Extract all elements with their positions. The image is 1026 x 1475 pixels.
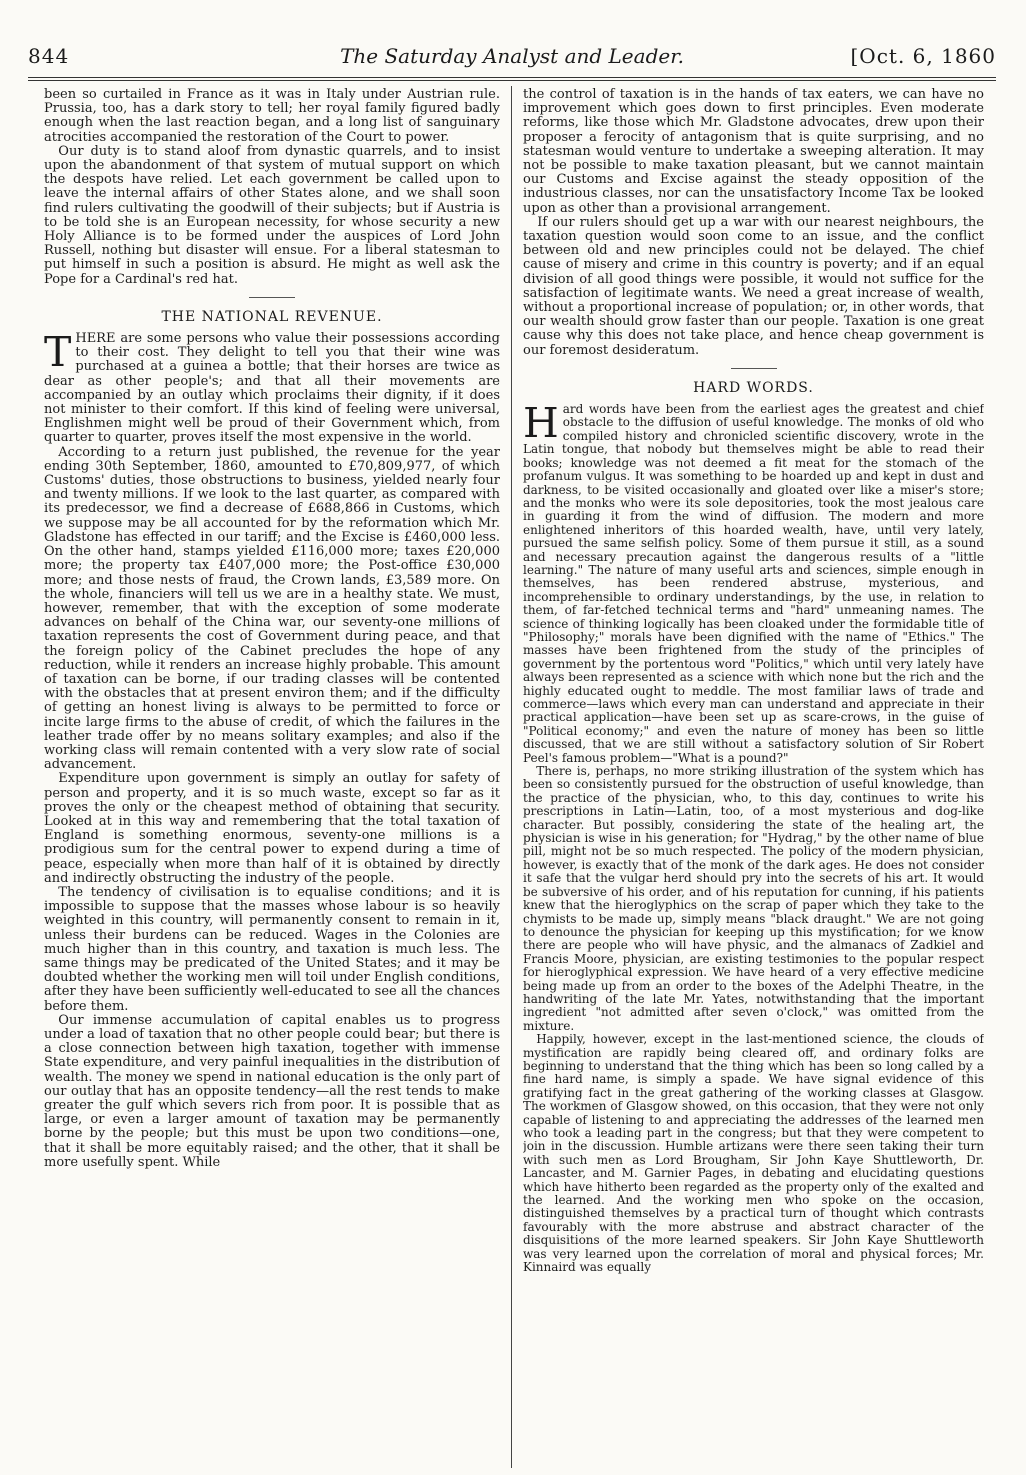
paragraph-text: HERE are some persons who value their possessions according to their cost. They delight to tell you that their wine was purchased at a guinea a bottle; that their horses are twice as dear as other people's; and that all their movements are accompanied by an outlay which proclaims their dignity, if it does not minister to their comfort. If this kind of feeling were universal, Englishmen might well be proud of their Government which, from quarter to quarter, proves itself the most expensive in the world. <box>44 331 500 446</box>
paragraph <box>44 328 500 446</box>
column-divider <box>511 86 512 1468</box>
paragraph: The tendency of civilisation is to equalise conditions; and it is impossible to suppose that the masses whose labour is so heavily weighted in this country, will permanently consent to remain in it, unless their burdens can be reduced. Wages in the Colonies are much higher than in this country, and taxation is much less. The same things may be predicated of the United States; and it may be doubted whether the working men will toil under English conditions, after they have been sufficiently well-educated to see all the chances before them. <box>44 884 500 1014</box>
paragraph: the control of taxation is in the hands of tax eaters, we can have no improvement which goes down to first principles. Even moderate reforms, like those which Mr. Gladstone advocates, drew upon their proposer a ferocity of antagonism that is quite surprising, and no statesman would venture to undertake a sweeping alteration. It may not be possible to make taxation pleasant, but we cannot maintain our Customs and Excise against the steady opposition of the industrious classes, nor can the unsatisfactory Income Tax be looked upon as other than a provisional arrangement. <box>523 88 984 216</box>
left-column <box>44 88 500 1468</box>
drop-cap: T <box>44 328 72 377</box>
paragraph: According to a return just published, the revenue for the year ending 30th September, 1860, amounted to £70,809,977, of which Customs' duties, those obstructions to business, yielded nearly four and twenty millions. If we look to the last quarter, as compared with its predecessor, we find a decrease of £688,866 in Customs, which we suppose may be all accounted for by the reformation which Mr. Gladstone has effected in our tariff; and the Excise is £460,000 less. On the other hand, stamps yielded £116,000 more; taxes £20,000 more; the property tax £407,000 more; the Post-office £30,000 more; and those nests of fraud, the Crown lands, £3,589 more. On the whole, financiers will tell us we are in a healthy state. We must, however, remember, that with the exception of some moderate advances on behalf of the China war, our seventy-one millions of taxation represents the cost of Government during peace, and that the foreign policy of the Cabinet precludes the hope of any reduction, while it renders an increase highly probable. This amount of taxation can be borne, if our trading classes will be contented with the obstacles that at present environ them; and if the difficulty of getting an honest living is always to be permitted to force or incite large firms to the abuse of credit, of which the failures in the leather trade offer by no means solitary examples; and also if the working class will remain contented with a very slow rate of social advancement. <box>44 444 500 773</box>
section-title-hard-words: HARD WORDS. <box>693 379 814 396</box>
paragraph: Expenditure upon government is simply an outlay for safety of person and property, and it is so much waste, except so far as it proves the only or the cheapest method of obtaining that security. Looked at in this way and remembering that the total taxation of England is something enormous, seventy-one millions is a prodigious sum for the central power to expend during a time of peace, especially when more than half of it is obtained by directly and indirectly obstructing the industry of the people. <box>44 771 500 886</box>
paragraph-text: ard words have been from the earliest ages the greatest and chief obstacle to the diffusion of useful knowledge. The monks of old who compiled history and chronicled scientific discovery, wrote in the Latin tongue, that nobody but themselves might be able to read their books; knowledge was not deemed a fit meat for the stomach of the profanum vulgus. It was something to be hoarded up and kept in dust and darkness, to be visited occasionally and gloated over like a miser's store; and the monks who were its sole depositories, took the most jealous care in guarding it from the wind of diffusion. The modern and more enlightened inheritors of this hoarded wealth, have, until very lately, pursued the same selfish policy. Some of them pursue it still, as a sound and necessary precaution against the dangerous results of a "little learning." The nature of many useful arts and sciences, simple enough in themselves, has been rendered abstruse, mysterious, and incomprehensible to ordinary understandings, by the use, in relation to them, of far-fetched technical terms and "hard" unmeaning names. The science of thinking logically has been cloaked under the formidable title of "Philosophy;" morals have been dignified with the name of "Ethics." The masses have been frightened from the study of the principles of government by the portentous word "Politics," which until very lately have always been represented as a science with which none but the rich and the highly educated ought to meddle. The most familiar laws of trade and commerce—laws which every man can understand and appreciate in their practical application—have been set up as scare-crows, in the guise of "Political economy;" and even the nature of money has been so little discussed, that we are still without a satisfactory solution of Sir Robert Peel's famous problem—"What is a pound?" <box>523 402 984 765</box>
header-rule-top <box>28 77 996 78</box>
issue-date: [Oct. 6, 1860 <box>850 44 996 68</box>
hard-words-article <box>523 399 984 1275</box>
paragraph: If our rulers should get up a war with our nearest neighbours, the taxation question would soon come to an issue, and the conflict between old and new principles could not be delayed. The chief cause of misery and crime in this country is poverty; and if an equal division of all good things were possible, it would not suffice for the satisfaction of legitimate wants. We need a great increase of wealth, without a proportional increase of population; or, in other words, that our wealth should grow faster than our people. Taxation is one great cause why this does not take place, and hence cheap government is our foremost desideratum. <box>523 214 984 358</box>
page-number: 844 <box>28 44 70 68</box>
paragraph: Our immense accumulation of capital enables us to progress under a load of taxation that no other people could bear; but there is a close connection between high taxation, together with immense State expenditure, and very painful inequalities in the distribution of wealth. The money we spend in national education is the only part of our outlay that has an opposite tendency—all the rest tends to make greater the gulf which severs rich from poor. It is possible that as large, or even a larger amount of taxation may be permanently borne by the people; but this must be upon two conditions—one, that it shall be more equitably raised; and the other, that it shall be more usefully spent. While <box>44 1012 500 1170</box>
right-column <box>523 88 984 1468</box>
drop-cap: H <box>523 399 559 448</box>
masthead <box>28 44 996 74</box>
paragraph: Our duty is to stand aloof from dynastic quarrels, and to insist upon the abandonment of that system of mutual support on which the despots have relied. Let each government be called upon to leave the internal affairs of other States alone, and we shall soon find rulers cultivating the goodwill of their subjects; but if Austria is to be told she is an European necessity, for whose security a new Holy Alliance is to be formed under the auspices of Lord John Russell, nothing but disaster will ensue. For a liberal statesman to put himself in such a position is absurd. He might as well ask the Pope for a Cardinal's red hat. <box>44 143 500 287</box>
paragraph <box>523 399 984 765</box>
section-ornament <box>249 297 295 298</box>
paragraph: been so curtailed in France as it was in Italy under Austrian rule. Prussia, too, has a dark story to tell; her royal family figured badly enough when the last reaction began, and a long list of sanguinary atrocities accompanied the restoration of the Court to power. <box>44 88 500 145</box>
publication-title: The Saturday Analyst and Leader. <box>340 44 684 68</box>
section-ornament <box>731 368 777 369</box>
paragraph: There is, perhaps, no more striking illustration of the system which has been so consistently pursued for the obstruction of useful knowledge, than the practice of the physician, who, to this day, continues to write his prescriptions in Latin—Latin, too, of a most mysterious and dog-like character. But possibly, considering the state of the healing art, the physician is wise in his generation; for "Hydrag," by the other name of blue pill, might not be so much respected. The policy of the modern physician, however, is exactly that of the monk of the dark ages. He does not consider it safe that the vulgar herd should pry into the secrets of his art. It would be subversive of his order, and of his reputation for cunning, if his patients knew that the hieroglyphics on the scrap of paper which they take to the chymists to be made up, simply means "black draught." We are not going to denounce the physician for keeping up this mystification; for we know there are people who will have physic, and the almanacs of Zadkiel and Francis Moore, physician, are existing testimonies to the popular respect for hieroglyphical expression. We have heard of a very effective medicine being made up from an order to the boxes of the Adelphi Theatre, in the handwriting of the late Mr. Yates, notwithstanding that the important ingredient "not admitted after seven o'clock," was omitted from the mixture. <box>523 764 984 1033</box>
paragraph: Happily, however, except in the last-mentioned science, the clouds of mystification are rapidly being cleared off, and ordinary folks are beginning to understand that the thing which has been so long called by a fine hard name, is simply a spade. We have signal evidence of this gratifying fact in the great gathering of the working classes at Glasgow. The workmen of Glasgow showed, on this occasion, that they were not only capable of listening to and appreciating the addresses of the learned men who took a leading part in the congress; but that they were competent to join in the discussion. Humble artizans were there seen taking their turn with such men as Lord Brougham, Sir John Kaye Shuttleworth, Dr. Lancaster, and M. Garnier Pages, in debating and elucidating questions which have hitherto been regarded as the property only of the exalted and the learned. And the working men who spoke on the occasion, distinguished themselves by a practical turn of thought which contrasts favourably with the more abstruse and abstract character of the disquisitions of the more learned speakers. Sir John Kaye Shuttleworth was very learned upon the correlation of moral and physical forces; Mr. Kinnaird was equally <box>523 1032 984 1275</box>
section-title-national-revenue: THE NATIONAL REVENUE. <box>161 308 383 325</box>
header-rule-bottom <box>28 80 996 81</box>
